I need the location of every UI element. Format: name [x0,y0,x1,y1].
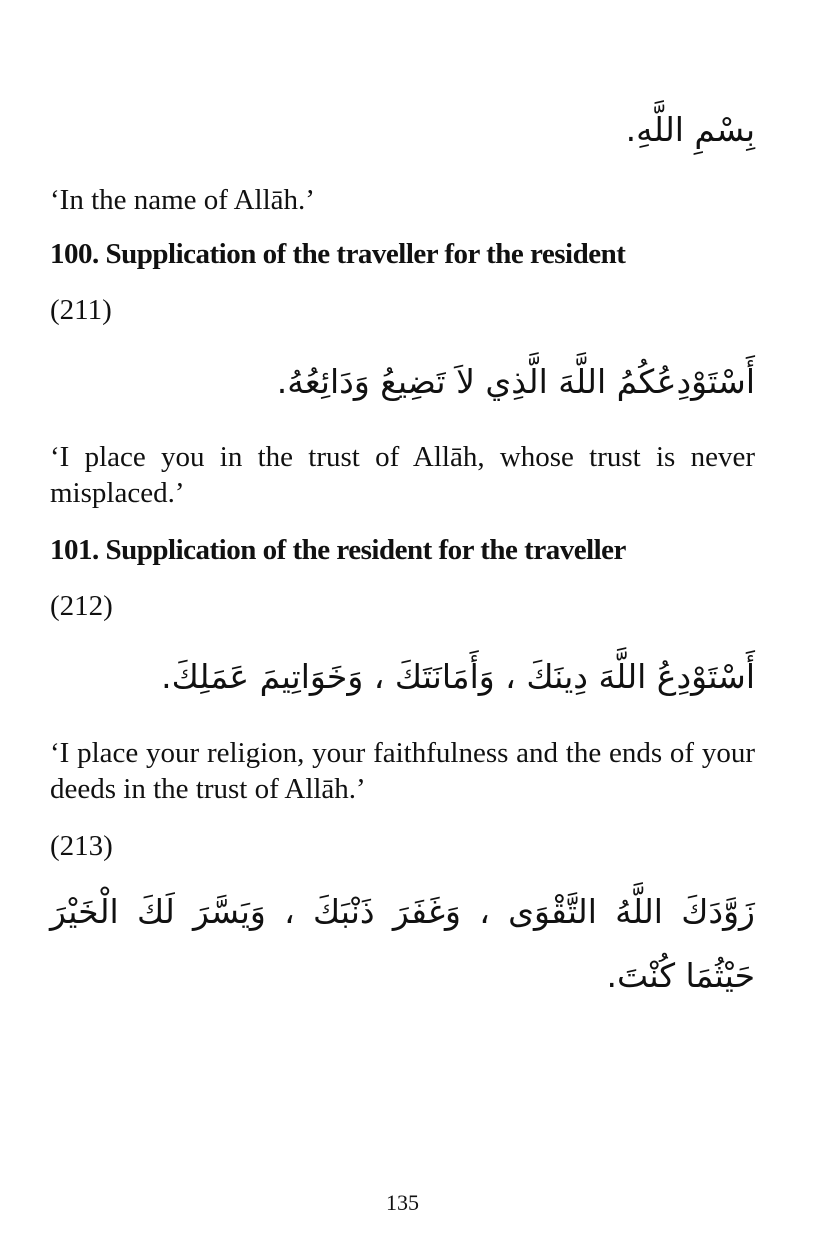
page-number: 135 [386,1190,419,1215]
reference-211: (211) [50,294,112,326]
reference-213: (213) [50,830,113,862]
reference-212: (212) [50,590,113,622]
bismillah-arabic: بِسْمِ اللَّهِ. [625,110,755,149]
section-101-heading: 101. Supplication of the resident for the traveller [50,534,626,566]
dua-213-arabic: زَوَّدَكَ اللَّهُ التَّقْوَى ، وَغَفَرَ ذَنْبَكَ ، وَيَسَّرَ لَكَ الْخَيْرَ حَيْثُمَا كُنْتَ. [50,892,755,995]
bismillah-translation: ‘In the name of Allāh.’ [50,184,315,216]
dua-211-arabic: أَسْتَوْدِعُكُمُ اللَّهَ الَّذِي لاَ تَضِيعُ وَدَائِعُهُ. [276,362,755,401]
dua-212-arabic: أَسْتَوْدِعُ اللَّهَ دِينَكَ ، وَأَمَانَتَكَ ، وَخَوَاتِيمَ عَمَلِكَ. [161,657,755,696]
section-100-heading: 100. Supplication of the traveller for the resident [50,238,626,270]
book-page [50,0,755,1256]
dua-211-translation: ‘I place you in the trust of Allāh, whose trust is never misplaced.’ [50,441,755,509]
dua-212-translation: ‘I place your religion, your faithfulness and the ends of your deeds in the trust of Allāh.’ [50,737,755,805]
